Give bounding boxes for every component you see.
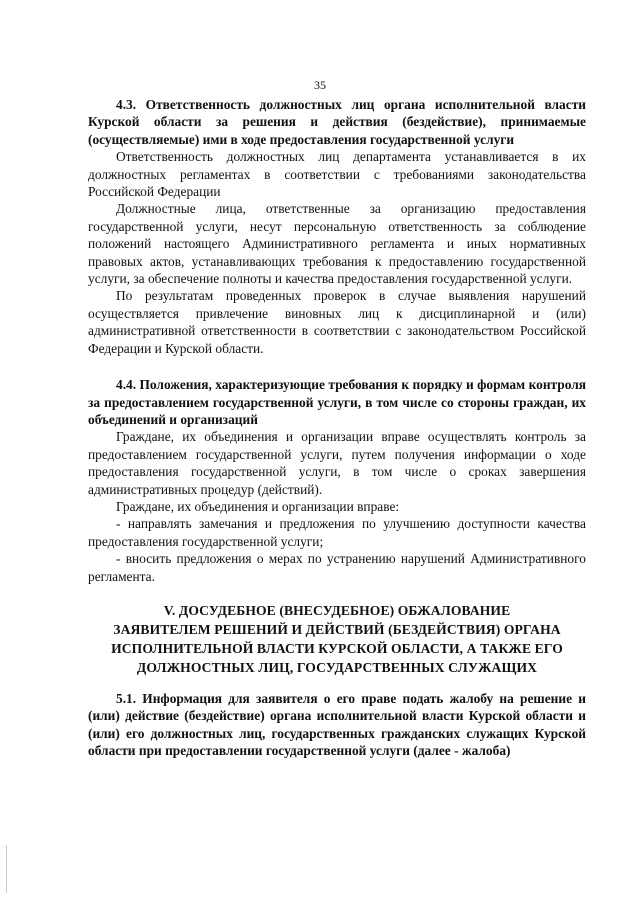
section-5-title-line-2: ЗАЯВИТЕЛЕМ РЕШЕНИЙ И ДЕЙСТВИЙ (БЕЗДЕЙСТВИЯ) ОРГАНА bbox=[113, 621, 561, 637]
section-4-4-list-item-1: - направлять замечания и предложения по улучшению доступности качества предоставления государственной услуги; bbox=[88, 516, 586, 549]
section-4-4-list-item-2: - вносить предложения о мерах по устранению нарушений Административного регламента. bbox=[88, 551, 586, 584]
section-5-title bbox=[88, 601, 586, 677]
section-4-4-heading: 4.4. Положения, характеризующие требования к порядку и формам контроля за предоставлением государственной услуги, в том числе со стороны граждан, их объединений и организаций bbox=[88, 377, 586, 427]
section-5-title-line-1: V. ДОСУДЕБНОЕ (ВНЕСУДЕБНОЕ) ОБЖАЛОВАНИЕ bbox=[163, 602, 511, 618]
section-4-3-heading: 4.3. Ответственность должностных лиц органа исполнительной власти Курской области за решения и действия (бездействие), принимаемые (осуществляемые) ими в ходе предоставления государственной услуги bbox=[88, 97, 586, 147]
section-4-3-paragraph-2: Должностные лица, ответственные за организацию предоставления государственной услуги, несут персональную ответственность за соблюдение положений настоящего Административного регламента и иных нормативных правовых актов, устанавливающих требования к предоставлению государственной услуги, за обеспечение полноты и качества предоставления государственной услуги. bbox=[88, 201, 586, 287]
section-5-title-line-3: ИСПОЛНИТЕЛЬНОЙ ВЛАСТИ КУРСКОЙ ОБЛАСТИ, А ТАКЖЕ ЕГО bbox=[111, 640, 563, 656]
section-5-1-heading: 5.1. Информация для заявителя о его праве подать жалобу на решение и (или) действие (бездействие) органа исполнительной власти Курской области и (или) его должностных лиц, государственных гражданских служащих Курской области при предоставлении государственной услуги (далее - жалоба) bbox=[88, 690, 586, 759]
section-4-3-paragraph-3: По результатам проведенных проверок в случае выявления нарушений осуществляется привлечение виновных лиц к дисциплинарной и (или) административной ответственности в соответствии с законодательством Российской Федерации и Курской области. bbox=[88, 288, 586, 356]
scan-margin-mark bbox=[6, 845, 7, 893]
section-4-4-paragraph-1: Граждане, их объединения и организации вправе осуществлять контроль за предоставлением государственной услуги, путем получения информации о ходе предоставления государственной услуги, в том числе о сроках завершения административных процедур (действий). bbox=[88, 429, 586, 497]
section-4-3-paragraph-1: Ответственность должностных лиц департамента устанавливается в их должностных регламентах в соответствии с требованиями законодательства Российской Федерации bbox=[88, 149, 586, 200]
section-5-title-line-4: ДОЛЖНОСТНЫХ ЛИЦ, ГОСУДАРСТВЕННЫХ СЛУЖАЩИХ bbox=[136, 659, 538, 675]
section-4-4-paragraph-2: Граждане, их объединения и организации вправе: bbox=[116, 498, 400, 514]
document-body bbox=[88, 96, 586, 760]
page-number: 35 bbox=[314, 78, 326, 92]
